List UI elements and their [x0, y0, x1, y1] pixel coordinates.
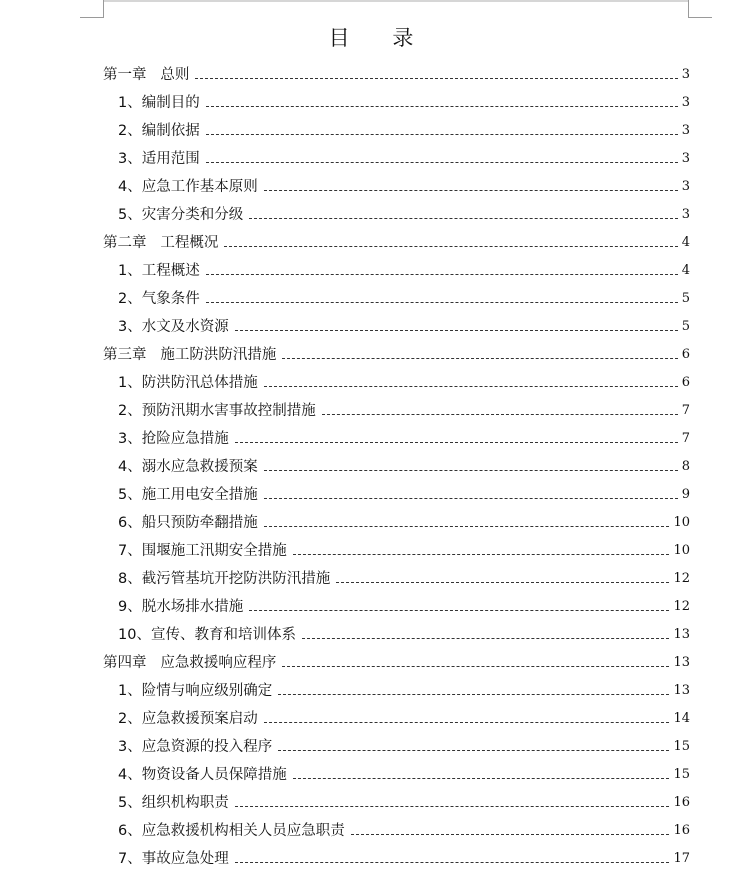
toc-page-number: 13: [673, 627, 690, 642]
toc-section-entry[interactable]: [118, 145, 690, 173]
toc-page-number: 5: [681, 291, 690, 306]
crop-mark-right-vertical: [688, 0, 689, 17]
toc-page-number: 3: [681, 151, 690, 166]
toc-entry-label: 1、防洪防汛总体措施: [118, 375, 258, 391]
toc-section-entry[interactable]: [118, 397, 690, 425]
toc-section-entry[interactable]: [118, 173, 690, 201]
toc-entry-label: 2、应急救援预案启动: [118, 711, 258, 727]
toc-entry-label: 3、应急资源的投入程序: [118, 739, 273, 755]
toc-dot-leader: [206, 134, 678, 135]
toc-page-number: 9: [681, 487, 690, 502]
toc-entry-label: 2、预防汛期水害事故控制措施: [118, 403, 316, 419]
toc-section-entry[interactable]: [118, 817, 690, 845]
toc-chapter-entry[interactable]: [103, 341, 690, 369]
crop-mark-left-vertical: [103, 0, 104, 17]
toc-section-entry[interactable]: [118, 733, 690, 761]
toc-section-entry[interactable]: [118, 201, 690, 229]
toc-chapter-entry[interactable]: [103, 649, 690, 677]
toc-page-number: 17: [673, 851, 690, 866]
toc-dot-leader: [278, 750, 669, 751]
crop-mark-right-horizontal: [688, 17, 712, 18]
toc-entry-label: 3、抢险应急措施: [118, 431, 229, 447]
toc-dot-leader: [322, 414, 678, 415]
toc-dot-leader: [278, 694, 669, 695]
toc-page-number: 8: [681, 459, 690, 474]
toc-entry-label: 1、工程概述: [118, 263, 200, 279]
toc-entry-label: 8、截污管基坑开挖防洪防汛措施: [118, 571, 331, 587]
toc-page-number: 13: [673, 683, 690, 698]
toc-entry-label: 4、物资设备人员保障措施: [118, 767, 287, 783]
toc-dot-leader: [206, 302, 678, 303]
toc-section-entry[interactable]: [118, 621, 690, 649]
toc-page-number: 12: [673, 571, 690, 586]
toc-page-number: 10: [673, 515, 690, 530]
toc-section-entry[interactable]: [118, 593, 690, 621]
toc-section-entry[interactable]: [118, 481, 690, 509]
toc-entry-label: 2、气象条件: [118, 291, 200, 307]
toc-section-entry[interactable]: [118, 761, 690, 789]
toc-page-number: 3: [681, 67, 690, 82]
toc-dot-leader: [264, 526, 670, 527]
toc-section-entry[interactable]: [118, 313, 690, 341]
crop-mark-left-horizontal: [80, 17, 104, 18]
toc-page-number: 6: [681, 375, 690, 390]
toc-dot-leader: [293, 554, 670, 555]
toc-dot-leader: [282, 666, 669, 667]
toc-dot-leader: [249, 610, 669, 611]
toc-dot-leader: [235, 862, 670, 863]
toc-page-number: 4: [681, 263, 690, 278]
toc-section-entry[interactable]: [118, 509, 690, 537]
toc-entry-label: 第三章 施工防洪防汛措施: [103, 347, 277, 363]
toc-dot-leader: [264, 722, 670, 723]
toc-section-entry[interactable]: [118, 565, 690, 593]
toc-dot-leader: [206, 106, 678, 107]
toc-dot-leader: [293, 778, 670, 779]
toc-page-number: 16: [673, 823, 690, 838]
toc-section-entry[interactable]: [118, 285, 690, 313]
toc-entry-label: 第二章 工程概况: [103, 235, 219, 251]
toc-entry-label: 2、编制依据: [118, 123, 200, 139]
toc-dot-leader: [264, 470, 678, 471]
toc-entry-label: 6、应急救援机构相关人员应急职责: [118, 823, 345, 839]
toc-page-number: 10: [673, 543, 690, 558]
toc-entry-label: 6、船只预防牵翻措施: [118, 515, 258, 531]
toc-dot-leader: [235, 806, 670, 807]
toc-entry-label: 第一章 总则: [103, 67, 190, 83]
toc-page-number: 3: [681, 207, 690, 222]
toc-dot-leader: [351, 834, 670, 835]
toc-dot-leader: [264, 498, 678, 499]
toc-entry-label: 4、溺水应急救援预案: [118, 459, 258, 475]
toc-page-number: 13: [673, 655, 690, 670]
toc-section-entry[interactable]: [118, 845, 690, 873]
page-top-edge: [104, 0, 688, 2]
toc-entry-label: 4、应急工作基本原则: [118, 179, 258, 195]
toc-section-entry[interactable]: [118, 537, 690, 565]
toc-page-number: 14: [673, 711, 690, 726]
toc-page-number: 15: [673, 767, 690, 782]
toc-entry-label: 5、灾害分类和分级: [118, 207, 244, 223]
toc-entry-label: 7、事故应急处理: [118, 851, 229, 867]
toc-entry-label: 3、适用范围: [118, 151, 200, 167]
toc-page-number: 12: [673, 599, 690, 614]
toc-section-entry[interactable]: [118, 117, 690, 145]
toc-entry-label: 1、险情与响应级别确定: [118, 683, 273, 699]
toc-dot-leader: [224, 246, 677, 247]
toc-dot-leader: [206, 162, 678, 163]
toc-dot-leader: [249, 218, 677, 219]
toc-page-number: 3: [681, 95, 690, 110]
toc-section-entry[interactable]: [118, 453, 690, 481]
toc-page-number: 15: [673, 739, 690, 754]
toc-page-number: 3: [681, 123, 690, 138]
toc-entry-label: 9、脱水场排水措施: [118, 599, 244, 615]
toc-entry-label: 3、水文及水资源: [118, 319, 229, 335]
toc-dot-leader: [235, 442, 678, 443]
toc-dot-leader: [282, 358, 677, 359]
toc-title: 目 录: [328, 26, 432, 50]
toc-chapter-entry[interactable]: [103, 61, 690, 89]
toc-section-entry[interactable]: [118, 677, 690, 705]
toc-page-number: 3: [681, 179, 690, 194]
toc-section-entry[interactable]: [118, 705, 690, 733]
toc-section-entry[interactable]: [118, 257, 690, 285]
toc-dot-leader: [336, 582, 669, 583]
toc-page-number: 5: [681, 319, 690, 334]
toc-entry-label: 5、施工用电安全措施: [118, 487, 258, 503]
toc-dot-leader: [302, 638, 670, 639]
toc-section-entry[interactable]: [118, 89, 690, 117]
toc-section-entry[interactable]: [118, 369, 690, 397]
toc-entry-label: 第四章 应急救援响应程序: [103, 655, 277, 671]
toc-page-number: 7: [681, 431, 690, 446]
toc-page-number: 7: [681, 403, 690, 418]
toc-dot-leader: [264, 386, 678, 387]
toc-page-number: 16: [673, 795, 690, 810]
toc-dot-leader: [235, 330, 678, 331]
toc-section-entry[interactable]: [118, 425, 690, 453]
toc-entry-label: 1、编制目的: [118, 95, 200, 111]
toc-dot-leader: [206, 274, 678, 275]
toc-dot-leader: [195, 78, 677, 79]
toc-page-number: 6: [681, 347, 690, 362]
toc-dot-leader: [264, 190, 678, 191]
toc-entry-label: 5、组织机构职责: [118, 795, 229, 811]
toc-chapter-entry[interactable]: [103, 229, 690, 257]
toc-entry-label: 7、围堰施工汛期安全措施: [118, 543, 287, 559]
toc-entry-label: 10、宣传、教育和培训体系: [118, 627, 296, 643]
toc-page-number: 4: [681, 235, 690, 250]
toc-section-entry[interactable]: [118, 789, 690, 817]
